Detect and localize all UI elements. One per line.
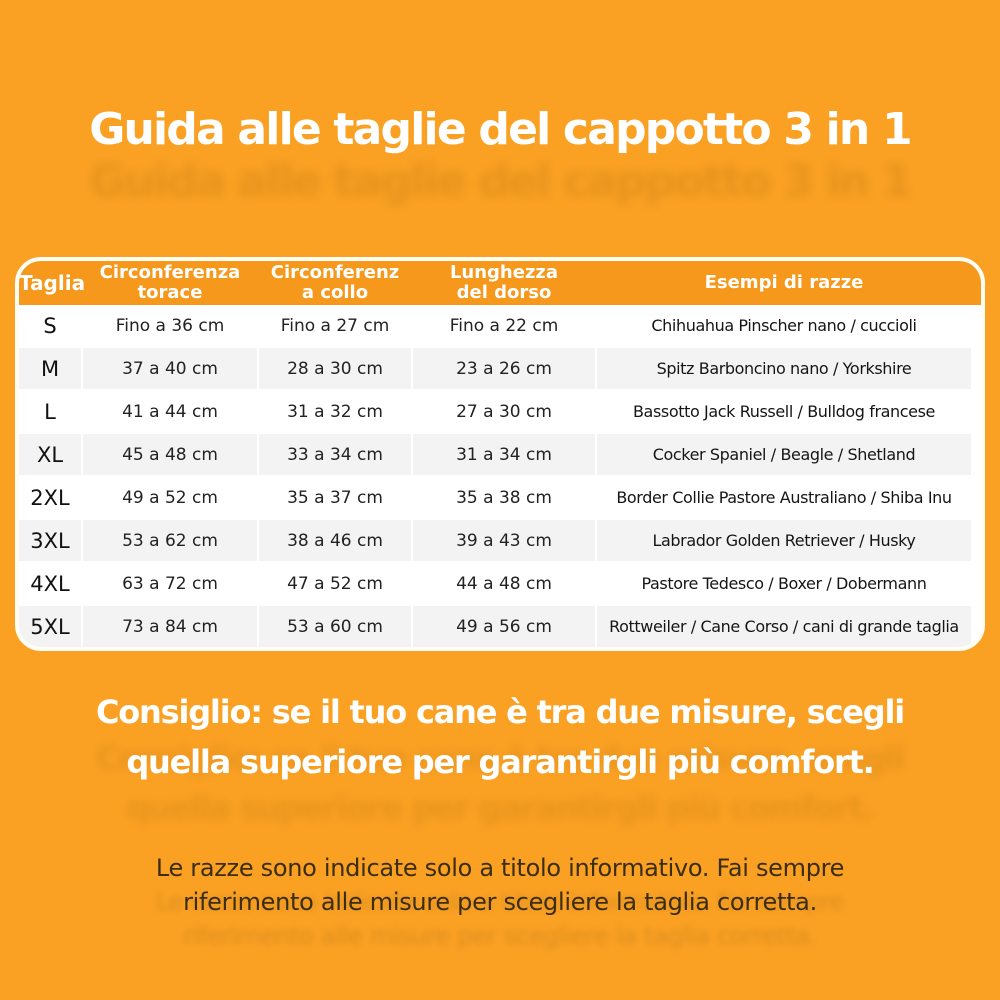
cell-size: 3XL (19, 520, 81, 561)
column-header-circonferenza-torace (83, 263, 257, 303)
column-header-circonferenza-collo (259, 263, 411, 303)
cell-size: M (19, 348, 81, 389)
tip-line: Consiglio: se il tuo cane è tra due misure, scegli (95, 693, 905, 731)
table-row (19, 391, 981, 432)
cell-neck-circumference: Fino a 27 cm (259, 305, 411, 346)
table-row (19, 520, 981, 561)
cell-chest-circumference: 49 a 52 cm (83, 477, 257, 518)
cell-back-length: 39 a 43 cm (413, 520, 595, 561)
cell-chest-circumference: 45 a 48 cm (83, 434, 257, 475)
cell-back-length: 49 a 56 cm (413, 606, 595, 647)
note-line: riferimento alle misure per scegliere la taglia corretta. (183, 887, 817, 916)
column-header-line: Lunghezza (449, 262, 559, 284)
column-header-lunghezza-dorso (413, 263, 595, 303)
cell-size: 4XL (19, 563, 81, 604)
column-header-line: del dorso (456, 282, 552, 303)
column-header-esempi-razze: Esempi di razze (704, 272, 864, 294)
column-header-line: torace (137, 282, 203, 303)
table-row (19, 348, 981, 389)
note-text (0, 852, 1000, 919)
table-row (19, 477, 981, 518)
table-row (19, 563, 981, 604)
tip-text (0, 688, 1000, 787)
cell-chest-circumference: Fino a 36 cm (83, 305, 257, 346)
page-title: Guida alle taglie del cappotto 3 in 1 (89, 104, 911, 155)
cell-size: 5XL (19, 606, 81, 647)
cell-neck-circumference: 33 a 34 cm (259, 434, 411, 475)
tip-line: quella superiore per garantirgli più comfort. (126, 742, 874, 781)
cell-neck-circumference: 38 a 46 cm (259, 520, 411, 561)
cell-breed-examples: Border Collie Pastore Australiano / Shiba Inu (597, 477, 971, 518)
cell-chest-circumference: 41 a 44 cm (83, 391, 257, 432)
table-header-row (19, 261, 981, 305)
cell-chest-circumference: 37 a 40 cm (83, 348, 257, 389)
cell-neck-circumference: 28 a 30 cm (259, 348, 411, 389)
table-row (19, 305, 981, 346)
table-row (19, 434, 981, 475)
cell-breed-examples: Rottweiler / Cane Corso / cani di grande taglia (597, 606, 971, 647)
table-body (19, 305, 981, 647)
cell-back-length: 23 a 26 cm (413, 348, 595, 389)
cell-back-length: 44 a 48 cm (413, 563, 595, 604)
cell-size: 2XL (19, 477, 81, 518)
column-header-line: Circonferenz (270, 262, 400, 284)
cell-breed-examples: Pastore Tedesco / Boxer / Dobermann (597, 563, 971, 604)
cell-size: XL (19, 434, 81, 475)
cell-chest-circumference: 53 a 62 cm (83, 520, 257, 561)
note-line: Le razze sono indicate solo a titolo informativo. Fai sempre (155, 854, 845, 882)
cell-back-length: 27 a 30 cm (413, 391, 595, 432)
cell-breed-examples: Cocker Spaniel / Beagle / Shetland (597, 434, 971, 475)
table-row (19, 606, 981, 647)
cell-size: L (19, 391, 81, 432)
cell-breed-examples: Labrador Golden Retriever / Husky (597, 520, 971, 561)
cell-neck-circumference: 53 a 60 cm (259, 606, 411, 647)
cell-neck-circumference: 35 a 37 cm (259, 477, 411, 518)
cell-chest-circumference: 73 a 84 cm (83, 606, 257, 647)
cell-neck-circumference: 47 a 52 cm (259, 563, 411, 604)
cell-size: S (19, 305, 81, 346)
cell-breed-examples: Chihuahua Pinscher nano / cuccioli (597, 305, 971, 346)
column-header-line: Circonferenza (99, 262, 241, 284)
column-header-line: a collo (301, 282, 369, 303)
cell-back-length: 35 a 38 cm (413, 477, 595, 518)
size-table-card (15, 257, 985, 651)
cell-breed-examples: Bassotto Jack Russell / Bulldog francese (597, 391, 971, 432)
column-header-taglia: Taglia (19, 271, 86, 295)
cell-back-length: 31 a 34 cm (413, 434, 595, 475)
cell-back-length: Fino a 22 cm (413, 305, 595, 346)
cell-neck-circumference: 31 a 32 cm (259, 391, 411, 432)
cell-chest-circumference: 63 a 72 cm (83, 563, 257, 604)
cell-breed-examples: Spitz Barboncino nano / Yorkshire (597, 348, 971, 389)
